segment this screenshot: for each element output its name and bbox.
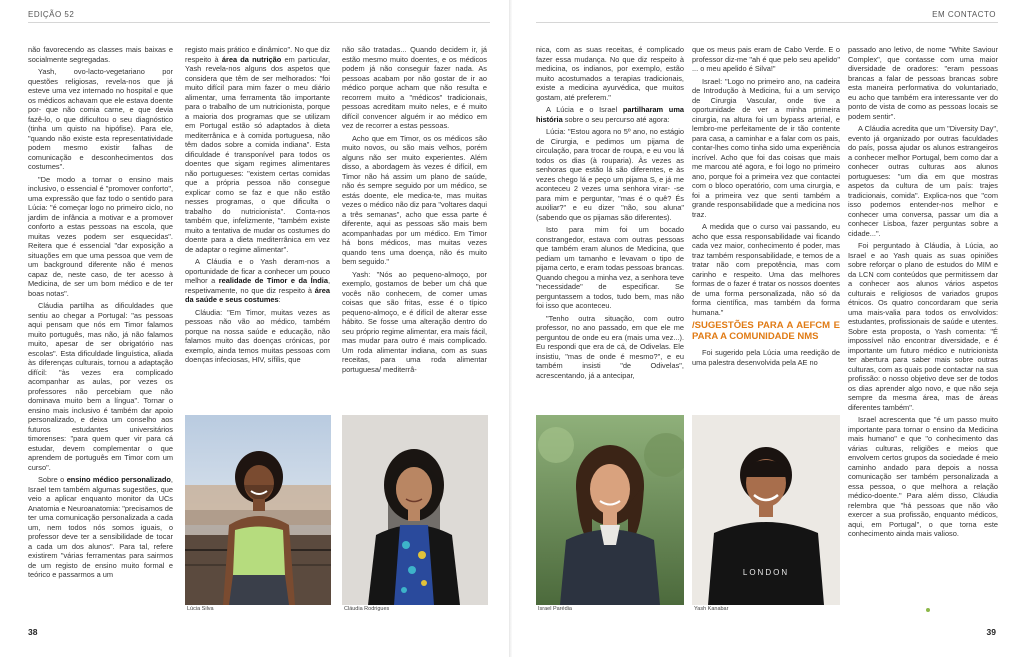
paragraph: Israel acrescenta que "é um passo muito importante para tornar o ensino da Medicina mais humano" e que "o conhecimento das várias culturas, religiões e meios que envolvem certos grupos da sociedade é meio caminho andado para depois a nossa comunicação ser também personalizada a essa pessoa, o que melhora a relação médico-doente." Para além disso, Cláudia relembra que "há pessoas que não vão exercer a sua profissão, enquanto médicos, aqui, em Portugal", o que torna este conhecimento ainda mais valioso. — [848, 415, 998, 538]
paragraph: Yash: "Nós ao pequeno-almoço, por exemplo, gostamos de beber um chá que vocês não conhecem, de comer umas coisas que são fritas, esse é o típico pequeno-almoço, e é difícil de alterar esse hábito. Se fosse uma alteração dentro do seu próprio regime alimentar, era mais fácil, mas mudar para outro é mais complicado. Um roda alimentar indiana, com as suas receitas, para uma roda alimentar portuguesa/ mediterrâ- — [342, 269, 487, 374]
paragraph: Cláudia: "Em Timor, muitas vezes as pessoas não vão ao médico, também porque na nossa saúde e educação, não falamos muito das doenças crónicas, por exemplo, ainda temos muitas pessoas com doenças infeciosas, HIV, sífilis, que — [185, 307, 330, 364]
paragraph: "Tenho outra situação, com outro professor, no ano passado, em que ele me perguntou de onde eu era (mais uma vez...). Eu respondi que era de cá, de Odivelas. Ele insistiu, "mas de onde é mesmo?", e eu também insisti "de Odivelas", acrescentando, já a antecipar, — [536, 313, 684, 380]
paragraph: Isto para mim foi um bocado constrangedor, estava com outras pessoas que também eram alunos de Medicina, que pediam um tamanho e levavam o tipo de pijama certo, e eram todas pessoas brancas. Quando chegou a minha vez, a senhora teve "necessidade" de especificar. Se perguntassem a todos, tudo bem, mas não foi isso que aconteceu. — [536, 225, 684, 310]
paragraph: A medida que o curso vai passando, eu acho que essa responsabilidade vai ficando cada vez maior, conhecimento é poder, mas traz também responsabilidade, e temos de a tratar não com prepotência, mas com carinho e respeito. Uma das melhores formas de o fazer é tratar os nossos doentes de uma forma personalizada, não só da forma científica, mas também da forma humana." — [692, 222, 840, 317]
paragraph: nica, com as suas receitas, é complicado fazer essa mudança. No que diz respeito à medicina, os indianos, por exemplo, estão muito acostumados a terapias tradicionais, existe a medicina ayurvédica, que muitos gostam, até preferem." — [536, 45, 684, 102]
portrait-image — [342, 415, 488, 605]
paragraph: Israel: "Logo no primeiro ano, na cadeira de Introdução à Medicina, fui a um serviço de Cirurgia Vascular, onde tive a oportunidade de ver a minha primeira cirurgia, na altura foi um bypass arterial, e lembro-me perfeitamente de ir tão contente para casa, a caminhar e a falar com os pais, contar-lhes como tinha sido uma experiência incrível. Acho que foi das coisas que mais me marcou até agora, e foi logo no primeiro ano, porque foi a primeira vez que contactei com o bloco operatório, com uma cirurgia, e foi a primeira vez que senti também a grande responsabilidade que a medicina nos traz. — [692, 76, 840, 219]
paragraph: Lúcia: "Estou agora no 5º ano, no estágio de Cirurgia, e pedimos um pijama de circulação, para trocar de roupa, e eu vou lá todos os dias (à rouparia). Às vezes as senhoras que estão lá são diferentes, e às vezes chego lá e peço um pijama S, e já me aconteceu 2 vezes uma senhora virar- -se para mim e perguntar, "mas é o quê? És auxiliar?" e eu dizer "não, sou aluna" (sabendo que os pijamas são diferentes). — [536, 127, 684, 222]
text-run: sobre o seu percurso até agora: — [562, 114, 670, 124]
paragraph: não favorecendo as classes mais baixas e socialmente segregadas. — [28, 45, 173, 64]
paragraph: "De modo a tornar o ensino mais inclusivo, o essencial é "promover conforto", uma expressão que faz todo o sentido para Lúcia: "é começar logo no primeiro ciclo, no jardim de infância a motivar e a promover conforto a estas pessoas na escola, que muitas vezes podem ser esquecidas". Reitera que é essencial "dar exposição a situações em que uma pessoa que vem de um background diferente não é menos capaz de, neste caso, de ter acesso à Medicina, de ser um bom médico e de ter boas notas". — [28, 174, 173, 298]
photo-caption: Cláudia Rodrigues — [344, 606, 390, 612]
page-number-right: 39 — [986, 627, 996, 637]
column-3 — [342, 45, 487, 377]
paragraph: A Cláudia acredita que um "Diversity Day", evento já organizado por outras faculdades do país, possa ajudar os alunos estrangeiros a conhecer melhor Portugal, bem como dar a conhecer outras culturas aos alunos portugueses: "um dia em que mostras aspetos da cultura de um país: trajes tradicionais, comida". Explica-nos que "com isso podemos entender-nos melhor e conhecer uma conversa, passar um dia a conhecer Lisboa, fazer perguntas sobre a cidade...". — [848, 124, 998, 238]
section-label: EM CONTACTO — [932, 10, 996, 19]
bold-run: partilharam uma história — [536, 105, 684, 124]
header-rule — [536, 22, 998, 23]
paragraph — [185, 257, 330, 305]
paragraph — [28, 475, 173, 580]
bold-run: área da nutrição — [221, 54, 282, 64]
text-run: registo mais prático e dinâmico". No que diz respeito à — [185, 45, 330, 64]
photo-caption: Israel Parédia — [538, 606, 572, 612]
photo-caption: Yash Kanabar — [694, 606, 729, 612]
paragraph: Acho que em Timor, os os médicos são muito novos, ou são mais velhos, porém alguns não ser muito experientes. Além disso, a abordagem às vezes é difícil, em Timor não há assim um plano de saúde, não és sempre seguido por um médico, se estás doente, ele medica-te, mas muitas vezes o médico não diz para "voltares daqui a três semanas", acho que essa parte é diferente, aqui as pessoas são mais bem acompanhadas por um médico. Em Timor há bons médicos, mas muitas vezes quando tens uma doença, não és muito bem seguido." — [342, 133, 487, 266]
text-run: A Lúcia e o Israel — [546, 105, 623, 114]
bold-run: área da saúde e seus costumes — [185, 285, 330, 304]
portrait-image — [692, 415, 840, 605]
paragraph: não são tratadas... Quando decidem ir, já estão mesmo muito doentes, e os médicos podem já não conseguir fazer nada. As pessoas acabam por não gostar de ir ao médico porque acham que não resulta e recorrem muito a "médicos" tradicionais, pessoas acreditam muito neles, e é muito difícil convencer alguém ir ao médico em vez de recorrer a estas pessoas. — [342, 45, 487, 130]
paragraph: passado ano letivo, de nome "White Saviour Complex", que contasse com uma maior diversidade de oradores: "eram pessoas brancas a falar de pessoas brancas sobre esta maneira performativa do voluntariado, eu acho que também era interessante ver do ponto de vista de como as pessoas locais se podem sentir". — [848, 45, 998, 121]
photo-yash — [692, 415, 840, 605]
paragraph: Foi sugerido pela Lúcia uma reedição de uma palestra desenvolvida pela AE no — [692, 348, 840, 367]
text-run: A Cláudia e o Yash deram-nos a oportunidade de ficar a conhecer um pouco melhor a — [185, 257, 330, 285]
shirt-print: LONDON — [742, 568, 790, 577]
column-1 — [28, 45, 173, 583]
paragraph: que os meus pais eram de Cabo Verde. E o professor diz-me "ah é que pelo seu apelido" ... o meu apelido é Silva!" — [692, 45, 840, 73]
paragraph — [536, 105, 684, 124]
photo-claudia — [342, 415, 488, 605]
paragraph: Foi perguntado à Cláudia, à Lúcia, ao Israel e ao Yash quais as suas opiniões sobre reforçar o plano de estudos do MIM e da LCN com conteúdos que permitissem dar a conhecer aos alunos vários aspetos culturais e religiosos de variados grupos étnicos. Os quatro concordaram que seria uma mais-valia para todos os envolvidos: estudantes, profissionais de saúde e utentes. Sobre esta proposta, o Yash comenta: "É impossível não encontrar diversidade, e é importante um futuro médico e nutricionista ter abertura para saber mais sobre outras culturas, com as quais pode contactar na sua profissão: o nosso objetivo deve ser de todos os dias aprender algo novo, e que não seja sempre da mesma área, mas de áreas diferentes também". — [848, 241, 998, 412]
bold-run: realidade de Timor e da Índia — [218, 276, 328, 285]
paragraph: Yash, ovo-lacto-vegetariano por questões religiosas, revela-nos que já esteve uma vez internado no hospital e que os médicos achavam que ele estava doente por- que não comia carne, e que devia fazê-lo, o que dificultou o seu diagnóstico (tinha um quisto na hipófise). Para ele, "quando não existe esta representatividade podem mesmo existir falhas de comunicação e desconhecimentos dos costumes". — [28, 67, 173, 171]
portrait-image — [536, 415, 684, 605]
photo-caption: Lúcia Silva — [187, 606, 214, 612]
text-run: , Israel tem também algumas sugestões, que veio a aplicar enquanto monitor da UCs Anatomia e Neuroanatomia: "precisamos de ter uma comunicação personalizada a cada um, nem todos nós somos iguais, o professor deve ter a sensibilidade de tocar a cada um dos alunos". Para tal, refere existirem "várias ferramentas para sairmos de um registo de ensino muito formal e teórico e passarmos a um — [28, 475, 173, 579]
paragraph: Cláudia partilha as dificuldades que sentiu ao chegar a Portugal: "as pessoas aqui pensam que nós em Timor falamos muito português, mas não, já não falamos muito, apesar de ser obrigatório nas escolas". Esta dificuldade linguística, aliada às diferenças culturais, tornou a adaptação difícil: "às vezes era complicado acompanhar as aulas, por vezes os professores não percebiam que não dominava muito bem a língua". Tornar o ensino mais inclusivo é também dar apoio personalizado, e deixa um conselho aos futuros estudantes universitários timorenses: "para quem quer vir para cá estudar, devem complementar o que aprendem de português em Timor com um curso". — [28, 301, 173, 472]
column-2 — [185, 45, 330, 368]
text-run: : — [278, 295, 281, 304]
text-run: em particular, Yash revela-nos alguns dos aspetos que considera que têm de ser melhorados: "foi muito difícil para mim fazer o meu diário alimentar, uma ferramenta tão importante para o trabalho de um nutricionista, porque a maioria dos programas que se utilizam em Portugal estão só adaptados à dieta mediterrânica e à comida portuguesa, não têm dados sobre a comida indiana". Esta dificuldade é transponível para todos os doentes que sigam regimes alimentares não portugueses: "existem certas comidas que a própria pessoa não consegue explicar como se faz e que não estão nesses programas, o que dificulta o trabalho do nutricionista". Conta-nos também que, infelizmente, "também existe muito a tentativa de mudar os costumes do doente para a dieta mediterrânica em vez de adaptar o regime alimentar". — [185, 54, 331, 254]
text-run: Sobre o — [38, 475, 67, 484]
column-4 — [536, 45, 684, 383]
header-rule — [28, 22, 490, 23]
section-heading: /SUGESTÕES PARA A AEFCM E PARA A COMUNIDADE NMS — [692, 320, 840, 342]
portrait-image — [185, 415, 331, 605]
text-run: , respetivamente, no que diz respeito à — [185, 276, 330, 295]
column-6 — [848, 45, 998, 542]
photo-israel — [536, 415, 684, 605]
page-number-left: 38 — [28, 627, 38, 637]
photo-lucia — [185, 415, 331, 605]
column-5 — [692, 45, 840, 370]
right-page — [512, 0, 1024, 657]
end-mark — [926, 608, 930, 612]
paragraph — [185, 45, 330, 254]
edition-label: EDIÇÃO 52 — [28, 10, 75, 19]
bold-run: ensino médico personalizado — [66, 475, 171, 484]
